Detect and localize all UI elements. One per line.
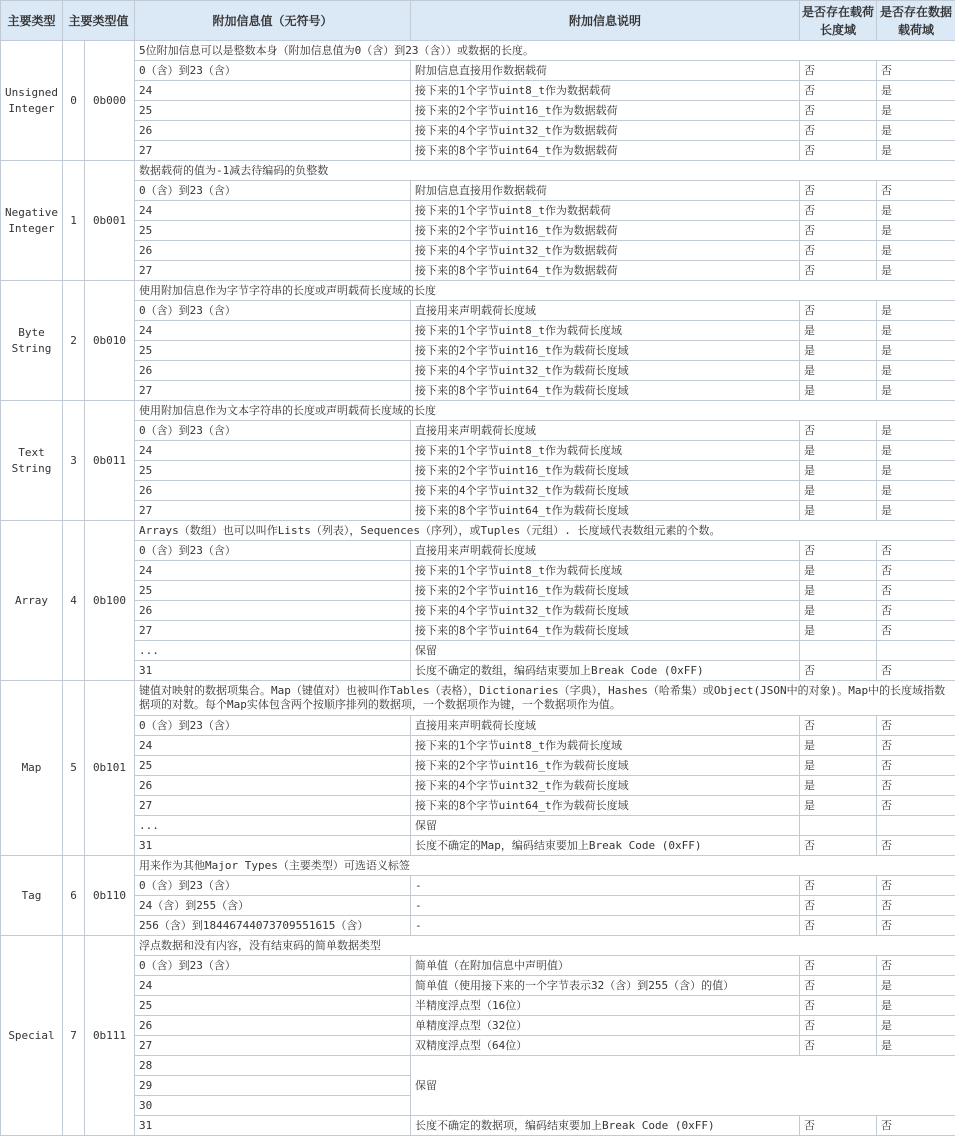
table-row (1, 736, 955, 756)
has-payload-field: 否 (877, 661, 955, 681)
additional-info-value: 0（含）到23（含） (135, 956, 411, 976)
has-payload-field: 是 (877, 201, 955, 221)
additional-info-desc: 接下来的8个字节uint64_t作为载荷长度域 (411, 381, 800, 401)
table-row (1, 61, 955, 81)
group-description: 使用附加信息作为字节字符串的长度或声明载荷长度域的长度 (135, 281, 955, 301)
major-type-binary: 0b100 (85, 521, 135, 681)
has-length-field: 是 (800, 756, 877, 776)
additional-info-value: 27 (135, 381, 411, 401)
has-payload-field: 否 (877, 896, 955, 916)
major-type-binary: 0b011 (85, 401, 135, 521)
additional-info-desc: 直接用来声明载荷长度域 (411, 421, 800, 441)
has-payload-field: 是 (877, 261, 955, 281)
additional-info-desc: 接下来的8个字节uint64_t作为载荷长度域 (411, 621, 800, 641)
major-type-name: Unsigned Integer (1, 41, 63, 161)
additional-info-value: 0（含）到23（含） (135, 421, 411, 441)
has-length-field: 否 (800, 241, 877, 261)
header-has-length-field: 是否存在载荷长度域 (800, 1, 877, 41)
major-type-number: 0 (63, 41, 85, 161)
additional-info-desc: 长度不确定的数据项，编码结束要加上Break Code (0xFF) (411, 1116, 800, 1136)
has-payload-field: 是 (877, 461, 955, 481)
additional-info-value: 26 (135, 361, 411, 381)
has-length-field (800, 641, 877, 661)
additional-info-desc: 接下来的2个字节uint16_t作为载荷长度域 (411, 341, 800, 361)
group-desc-row (1, 401, 955, 421)
has-payload-field: 否 (877, 756, 955, 776)
has-length-field: 否 (800, 661, 877, 681)
has-payload-field: 是 (877, 1016, 955, 1036)
additional-info-desc: 直接用来声明载荷长度域 (411, 716, 800, 736)
has-length-field: 是 (800, 601, 877, 621)
additional-info-value: 31 (135, 836, 411, 856)
additional-info-desc: 接下来的1个字节uint8_t作为数据载荷 (411, 201, 800, 221)
additional-info-desc: 接下来的8个字节uint64_t作为载荷长度域 (411, 796, 800, 816)
additional-info-desc: 附加信息直接用作数据载荷 (411, 61, 800, 81)
additional-info-desc: 接下来的4个字节uint32_t作为载荷长度域 (411, 361, 800, 381)
major-type-name: Tag (1, 856, 63, 936)
additional-info-value: 29 (135, 1076, 411, 1096)
has-length-field: 否 (800, 121, 877, 141)
has-payload-field (877, 816, 955, 836)
table-row (1, 1036, 955, 1056)
has-length-field: 否 (800, 836, 877, 856)
has-payload-field: 否 (877, 1116, 955, 1136)
group-desc-row (1, 936, 955, 956)
additional-info-desc: - (411, 916, 800, 936)
has-payload-field: 是 (877, 361, 955, 381)
table-row (1, 81, 955, 101)
additional-info-desc: 附加信息直接用作数据载荷 (411, 181, 800, 201)
group-description: 数据载荷的值为-1减去待编码的负整数 (135, 161, 955, 181)
table-row (1, 121, 955, 141)
table-row (1, 481, 955, 501)
has-length-field: 否 (800, 201, 877, 221)
has-payload-field: 是 (877, 1036, 955, 1056)
group-description: 5位附加信息可以是整数本身（附加信息值为0（含）到23（含））或数据的长度。 (135, 41, 955, 61)
additional-info-value: 24 (135, 81, 411, 101)
has-length-field: 是 (800, 481, 877, 501)
additional-info-desc: 简单值（在附加信息中声明值） (411, 956, 800, 976)
has-payload-field: 否 (877, 956, 955, 976)
table-row (1, 816, 955, 836)
major-type-binary: 0b000 (85, 41, 135, 161)
table-row (1, 201, 955, 221)
major-type-number: 1 (63, 161, 85, 281)
table-row (1, 1116, 955, 1136)
additional-info-value: 27 (135, 796, 411, 816)
additional-info-value: 25 (135, 996, 411, 1016)
additional-info-value: 30 (135, 1096, 411, 1116)
additional-info-value: 26 (135, 481, 411, 501)
group-description: Arrays（数组）也可以叫作Lists（列表），Sequences（序列），或Tuples（元组）. 长度域代表数组元素的个数。 (135, 521, 955, 541)
has-length-field: 是 (800, 461, 877, 481)
additional-info-desc: 半精度浮点型（16位） (411, 996, 800, 1016)
additional-info-value: 0（含）到23（含） (135, 716, 411, 736)
additional-info-desc: - (411, 896, 800, 916)
has-payload-field: 是 (877, 381, 955, 401)
has-payload-field: 否 (877, 621, 955, 641)
additional-info-value: 25 (135, 341, 411, 361)
table-row (1, 836, 955, 856)
table-row (1, 996, 955, 1016)
additional-info-value: 31 (135, 661, 411, 681)
has-length-field: 是 (800, 581, 877, 601)
has-length-field: 否 (800, 956, 877, 976)
additional-info-desc: 接下来的4个字节uint32_t作为载荷长度域 (411, 481, 800, 501)
group-desc-row (1, 521, 955, 541)
table-row (1, 341, 955, 361)
table-row (1, 141, 955, 161)
additional-info-desc: 接下来的1个字节uint8_t作为载荷长度域 (411, 321, 800, 341)
additional-info-value: 26 (135, 601, 411, 621)
table-row (1, 441, 955, 461)
additional-info-desc: - (411, 876, 800, 896)
major-type-number: 3 (63, 401, 85, 521)
group-desc-row (1, 681, 955, 716)
table-row (1, 776, 955, 796)
has-payload-field: 是 (877, 501, 955, 521)
additional-info-desc: 直接用来声明载荷长度域 (411, 541, 800, 561)
additional-info-value: 24 (135, 736, 411, 756)
table-row (1, 1016, 955, 1036)
has-length-field: 否 (800, 61, 877, 81)
has-length-field (800, 816, 877, 836)
table-row (1, 421, 955, 441)
has-length-field: 否 (800, 916, 877, 936)
group-desc-row (1, 161, 955, 181)
table-row (1, 716, 955, 736)
additional-info-value: ... (135, 816, 411, 836)
additional-info-value: 27 (135, 501, 411, 521)
has-payload-field: 是 (877, 341, 955, 361)
has-length-field: 否 (800, 1036, 877, 1056)
major-type-binary: 0b010 (85, 281, 135, 401)
additional-info-value: 25 (135, 756, 411, 776)
has-length-field: 否 (800, 261, 877, 281)
additional-info-value: 26 (135, 121, 411, 141)
table-row (1, 916, 955, 936)
has-length-field: 否 (800, 221, 877, 241)
major-type-number: 2 (63, 281, 85, 401)
additional-info-desc: 接下来的2个字节uint16_t作为数据载荷 (411, 101, 800, 121)
has-length-field: 否 (800, 181, 877, 201)
has-payload-field: 是 (877, 221, 955, 241)
has-length-field: 否 (800, 421, 877, 441)
has-payload-field: 否 (877, 796, 955, 816)
additional-info-value: 25 (135, 101, 411, 121)
has-length-field: 否 (800, 1016, 877, 1036)
table-row (1, 501, 955, 521)
table-row (1, 221, 955, 241)
header-additional-info-desc: 附加信息说明 (411, 1, 800, 41)
has-payload-field: 是 (877, 321, 955, 341)
additional-info-desc: 保留 (411, 816, 800, 836)
has-length-field: 否 (800, 301, 877, 321)
table-row (1, 756, 955, 776)
additional-info-value: 0（含）到23（含） (135, 301, 411, 321)
has-length-field: 否 (800, 876, 877, 896)
additional-info-desc: 接下来的4个字节uint32_t作为载荷长度域 (411, 601, 800, 621)
major-type-number: 5 (63, 681, 85, 856)
table-row (1, 301, 955, 321)
has-length-field: 是 (800, 501, 877, 521)
additional-info-value: 27 (135, 1036, 411, 1056)
additional-info-desc: 单精度浮点型（32位） (411, 1016, 800, 1036)
major-type-number: 6 (63, 856, 85, 936)
additional-info-value: 25 (135, 461, 411, 481)
has-payload-field: 是 (877, 976, 955, 996)
major-type-number: 4 (63, 521, 85, 681)
table-row (1, 101, 955, 121)
table-body (1, 41, 955, 1136)
additional-info-desc: 保留 (411, 1056, 955, 1116)
additional-info-value: 24 (135, 561, 411, 581)
has-payload-field: 否 (877, 716, 955, 736)
has-payload-field: 是 (877, 101, 955, 121)
additional-info-value: 25 (135, 581, 411, 601)
table-row (1, 621, 955, 641)
has-length-field: 是 (800, 381, 877, 401)
additional-info-value: 26 (135, 776, 411, 796)
group-desc-row (1, 41, 955, 61)
group-description: 浮点数据和没有内容，没有结束码的简单数据类型 (135, 936, 955, 956)
additional-info-desc: 接下来的2个字节uint16_t作为数据载荷 (411, 221, 800, 241)
table-row (1, 541, 955, 561)
major-type-name: Map (1, 681, 63, 856)
additional-info-value: 27 (135, 621, 411, 641)
has-payload-field: 是 (877, 81, 955, 101)
major-type-binary: 0b110 (85, 856, 135, 936)
additional-info-value: 24 (135, 976, 411, 996)
additional-info-desc: 简单值（使用接下来的一个字节表示32（含）到255（含）的值） (411, 976, 800, 996)
has-length-field: 是 (800, 341, 877, 361)
has-payload-field: 否 (877, 541, 955, 561)
additional-info-value: 24 (135, 201, 411, 221)
has-length-field: 否 (800, 996, 877, 1016)
has-payload-field: 否 (877, 601, 955, 621)
table-row (1, 1056, 955, 1076)
table-row (1, 461, 955, 481)
table-row (1, 976, 955, 996)
additional-info-desc: 接下来的2个字节uint16_t作为载荷长度域 (411, 461, 800, 481)
has-length-field: 是 (800, 736, 877, 756)
has-payload-field: 否 (877, 776, 955, 796)
additional-info-desc: 接下来的4个字节uint32_t作为载荷长度域 (411, 776, 800, 796)
additional-info-desc: 接下来的1个字节uint8_t作为载荷长度域 (411, 561, 800, 581)
additional-info-value: 28 (135, 1056, 411, 1076)
table-row (1, 261, 955, 281)
major-type-binary: 0b101 (85, 681, 135, 856)
has-length-field: 否 (800, 541, 877, 561)
additional-info-desc: 接下来的8个字节uint64_t作为载荷长度域 (411, 501, 800, 521)
additional-info-desc: 接下来的8个字节uint64_t作为数据载荷 (411, 141, 800, 161)
additional-info-value: 24（含）到255（含） (135, 896, 411, 916)
table-row (1, 321, 955, 341)
table-row (1, 561, 955, 581)
additional-info-value: 0（含）到23（含） (135, 876, 411, 896)
major-type-name: Negative Integer (1, 161, 63, 281)
table-row (1, 641, 955, 661)
table-row (1, 581, 955, 601)
additional-info-desc: 接下来的1个字节uint8_t作为数据载荷 (411, 81, 800, 101)
additional-info-desc: 接下来的4个字节uint32_t作为数据载荷 (411, 121, 800, 141)
has-payload-field: 是 (877, 481, 955, 501)
table-row (1, 381, 955, 401)
table-row (1, 876, 955, 896)
has-payload-field: 否 (877, 61, 955, 81)
group-desc-row (1, 281, 955, 301)
table-row (1, 956, 955, 976)
major-type-name: Special (1, 936, 63, 1136)
has-payload-field: 否 (877, 736, 955, 756)
major-type-binary: 0b111 (85, 936, 135, 1136)
table-row (1, 661, 955, 681)
additional-info-value: 0（含）到23（含） (135, 541, 411, 561)
additional-info-value: ... (135, 641, 411, 661)
additional-info-desc: 接下来的1个字节uint8_t作为载荷长度域 (411, 736, 800, 756)
has-length-field: 否 (800, 1116, 877, 1136)
additional-info-value: 24 (135, 441, 411, 461)
table-row (1, 241, 955, 261)
additional-info-value: 0（含）到23（含） (135, 61, 411, 81)
additional-info-desc: 接下来的4个字节uint32_t作为数据载荷 (411, 241, 800, 261)
has-payload-field: 否 (877, 181, 955, 201)
has-payload-field: 是 (877, 421, 955, 441)
table-row (1, 181, 955, 201)
has-payload-field: 否 (877, 581, 955, 601)
has-length-field: 是 (800, 796, 877, 816)
additional-info-desc: 接下来的8个字节uint64_t作为数据载荷 (411, 261, 800, 281)
header-additional-info-value: 附加信息值（无符号） (135, 1, 411, 41)
additional-info-desc: 长度不确定的数组，编码结束要加上Break Code (0xFF) (411, 661, 800, 681)
has-payload-field: 否 (877, 561, 955, 581)
table-row (1, 896, 955, 916)
has-length-field: 是 (800, 321, 877, 341)
has-length-field: 是 (800, 776, 877, 796)
major-type-name: Text String (1, 401, 63, 521)
additional-info-desc: 接下来的2个字节uint16_t作为载荷长度域 (411, 756, 800, 776)
has-payload-field: 是 (877, 241, 955, 261)
major-type-binary: 0b001 (85, 161, 135, 281)
has-length-field: 是 (800, 621, 877, 641)
group-description: 使用附加信息作为文本字符串的长度或声明载荷长度域的长度 (135, 401, 955, 421)
header-has-payload-field: 是否存在数据载荷域 (877, 1, 955, 41)
has-length-field: 否 (800, 101, 877, 121)
has-payload-field: 否 (877, 916, 955, 936)
additional-info-value: 25 (135, 221, 411, 241)
has-payload-field: 是 (877, 121, 955, 141)
table-row (1, 796, 955, 816)
has-payload-field: 否 (877, 876, 955, 896)
additional-info-value: 24 (135, 321, 411, 341)
has-payload-field: 是 (877, 441, 955, 461)
additional-info-value: 256（含）到18446744073709551615（含） (135, 916, 411, 936)
has-length-field: 是 (800, 441, 877, 461)
has-length-field: 否 (800, 81, 877, 101)
group-desc-row (1, 856, 955, 876)
additional-info-desc: 接下来的1个字节uint8_t作为载荷长度域 (411, 441, 800, 461)
major-type-name: Byte String (1, 281, 63, 401)
has-length-field: 是 (800, 561, 877, 581)
header-major-type-value: 主要类型值 (63, 1, 135, 41)
has-payload-field: 否 (877, 836, 955, 856)
additional-info-value: 31 (135, 1116, 411, 1136)
major-type-name: Array (1, 521, 63, 681)
has-length-field: 否 (800, 976, 877, 996)
has-length-field: 否 (800, 141, 877, 161)
table-row (1, 601, 955, 621)
major-type-number: 7 (63, 936, 85, 1136)
has-length-field: 否 (800, 716, 877, 736)
additional-info-value: 26 (135, 241, 411, 261)
additional-info-value: 0（含）到23（含） (135, 181, 411, 201)
additional-info-desc: 保留 (411, 641, 800, 661)
header-row (1, 1, 955, 41)
has-payload-field: 是 (877, 996, 955, 1016)
has-payload-field: 是 (877, 301, 955, 321)
group-description: 键值对映射的数据项集合。Map（键值对）也被叫作Tables（表格），Dictionaries（字典），Hashes（哈希集）或Object(JSON中的对象)。Map中的长度域指数据项的对数。每个Map实体包含两个按顺序排列的数据项，一个数据项作为键，一个数据项作为值。 (135, 681, 955, 716)
additional-info-desc: 直接用来声明载荷长度域 (411, 301, 800, 321)
additional-info-value: 27 (135, 141, 411, 161)
has-length-field: 否 (800, 896, 877, 916)
has-length-field: 是 (800, 361, 877, 381)
table-row (1, 361, 955, 381)
additional-info-desc: 接下来的2个字节uint16_t作为载荷长度域 (411, 581, 800, 601)
header-major-type: 主要类型 (1, 1, 63, 41)
has-payload-field (877, 641, 955, 661)
additional-info-value: 27 (135, 261, 411, 281)
has-payload-field: 是 (877, 141, 955, 161)
group-description: 用来作为其他Major Types（主要类型）可选语义标签 (135, 856, 955, 876)
additional-info-desc: 长度不确定的Map，编码结束要加上Break Code (0xFF) (411, 836, 800, 856)
additional-info-desc: 双精度浮点型（64位） (411, 1036, 800, 1056)
additional-info-value: 26 (135, 1016, 411, 1036)
